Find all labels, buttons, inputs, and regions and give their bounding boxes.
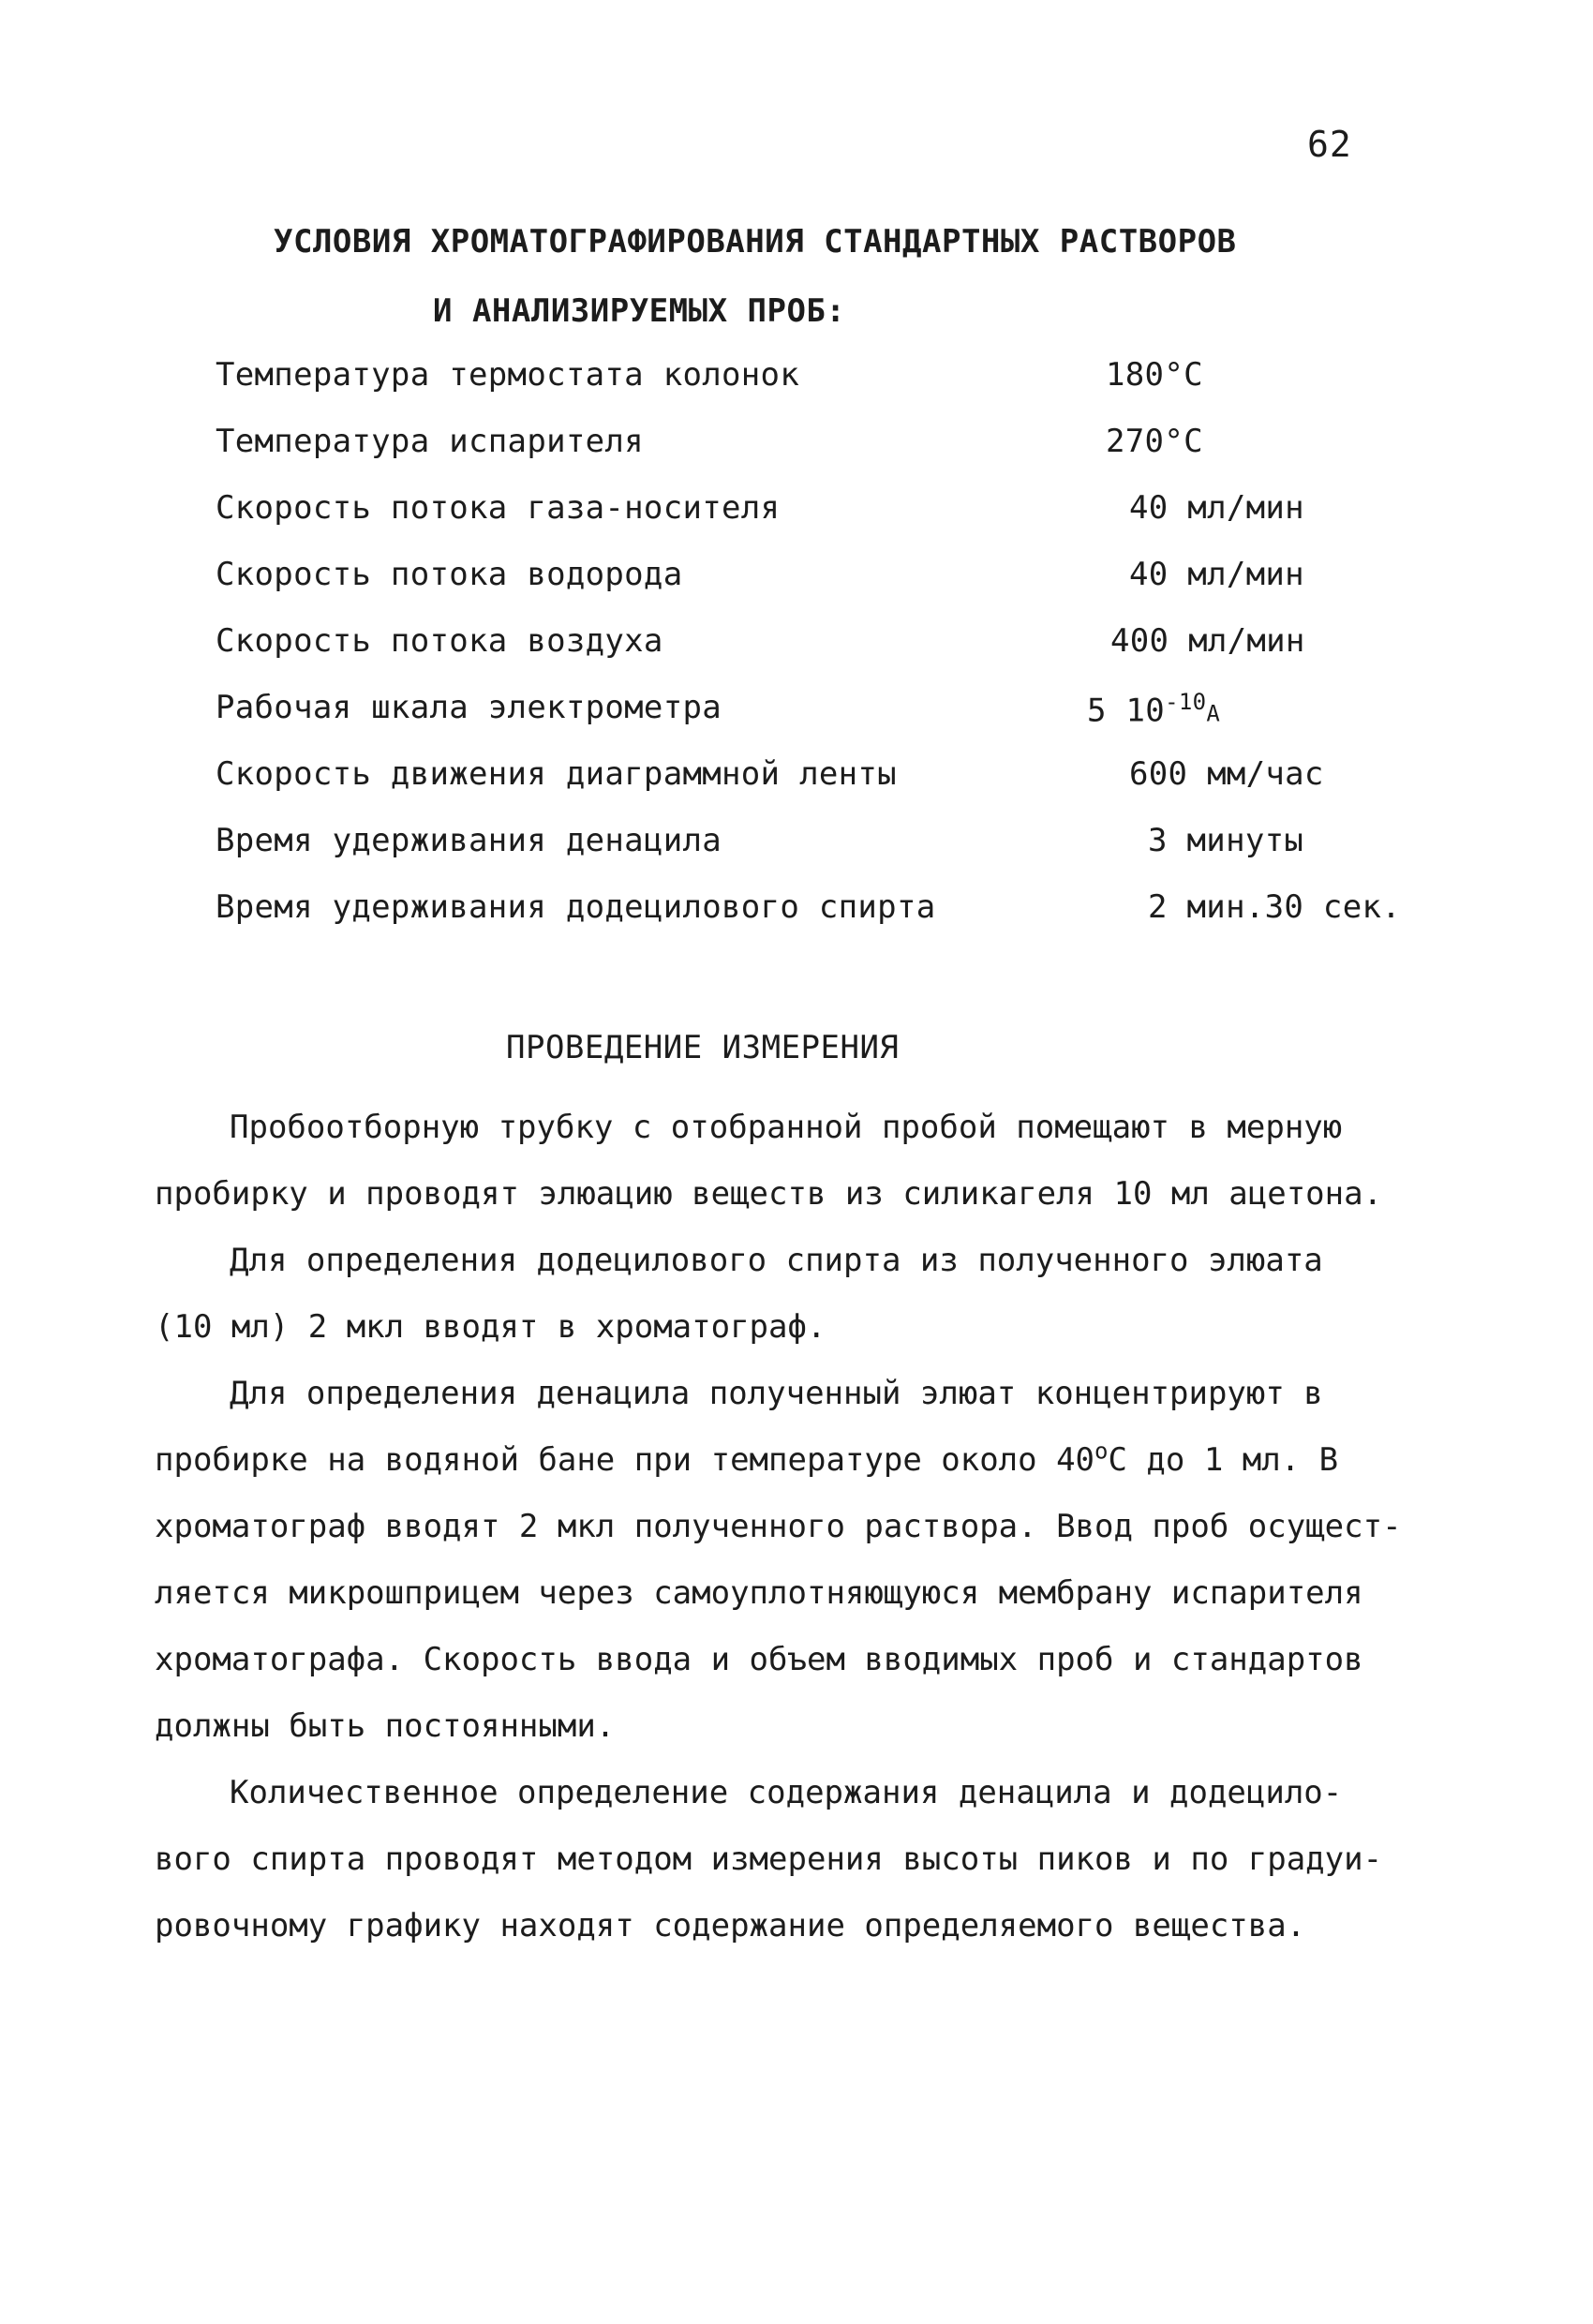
condition-row: [216, 356, 1434, 423]
condition-row: [216, 556, 1434, 622]
condition-label: Скорость потока газа-носителя: [216, 489, 781, 527]
condition-row: [216, 822, 1434, 888]
value-unit: °C: [1164, 356, 1203, 394]
title-line-1: УСЛОВИЯ ХРОМАТОГРАФИРОВАНИЯ СТАНДАРТНЫХ РАСТВОРОВ: [274, 223, 1237, 261]
condition-row: [216, 755, 1434, 822]
condition-label: Скорость потока водорода: [216, 556, 683, 593]
body-text: [155, 1095, 1485, 1959]
paragraph-line: Пробоотборную трубку с отобранной пробой помещают в мерную: [230, 1109, 1343, 1146]
paragraph-line: Для определения додецилового спирта из полученного элюата: [230, 1242, 1323, 1279]
paragraph-line: Количественное определение содержания денацила и додецило-: [230, 1774, 1343, 1811]
condition-value: 40 мл/мин: [1129, 556, 1304, 593]
condition-value: 40 мл/мин: [1129, 489, 1304, 527]
paragraph-line: [155, 1427, 1485, 1494]
paragraph-line: должны быть постоянными.: [155, 1707, 616, 1745]
paragraph-line: ляется микрошприцем через самоуплотняющуюся мембрану испарителя: [155, 1574, 1363, 1612]
value-exponent: -10: [1165, 689, 1207, 715]
paragraph-line: хроматографа. Скорость ввода и объем вводимых проб и стандартов: [155, 1641, 1363, 1678]
value-unit: А: [1206, 700, 1221, 727]
paragraph-line: (10 мл) 2 мкл вводят в хроматограф.: [155, 1308, 826, 1346]
condition-label: Температура термостата колонок: [216, 356, 800, 394]
condition-value: 600 мм/час: [1129, 755, 1324, 793]
page-number: 62: [1307, 124, 1352, 165]
condition-value: [1087, 689, 1220, 729]
value-number: 5 10: [1087, 692, 1166, 730]
value-number: 270: [1106, 423, 1165, 460]
condition-value: 3 минуты: [1148, 822, 1304, 859]
paragraph-line: хроматограф вводят 2 мкл полученного раствора. Ввод проб осущест-: [155, 1508, 1402, 1545]
condition-row: [216, 489, 1434, 556]
degree-mark: о: [1094, 1438, 1109, 1465]
paragraph-line: Для определения денацила полученный элюат концентрируют в: [230, 1375, 1323, 1412]
condition-row: [216, 888, 1434, 955]
conditions-list: [216, 356, 1434, 955]
condition-label: Температура испарителя: [216, 423, 644, 460]
condition-value: 400 мл/мин: [1110, 622, 1305, 660]
condition-label: Скорость движения диаграммной ленты: [216, 755, 897, 793]
paragraph-line: пробирку и проводят элюацию веществ из силикагеля 10 мл ацетона.: [155, 1175, 1383, 1213]
paragraph-text: пробирке на водяной бане при температуре около 40: [155, 1441, 1095, 1479]
condition-row: [216, 423, 1434, 489]
value-unit: °C: [1164, 423, 1203, 460]
condition-row: [216, 622, 1434, 689]
condition-label: Рабочая шкала электрометра: [216, 689, 722, 726]
value-number: 180: [1106, 356, 1165, 394]
title-line-2: И АНАЛИЗИРУЕМЫХ ПРОБ:: [433, 292, 846, 330]
section-heading: ПРОВЕДЕНИЕ ИЗМЕРЕНИЯ: [506, 1029, 900, 1066]
condition-label: Скорость потока воздуха: [216, 622, 663, 660]
condition-row: [216, 689, 1434, 755]
condition-label: Время удерживания додецилового спирта: [216, 888, 936, 926]
condition-value: [1106, 423, 1203, 460]
condition-value: 2 мин.30 сек.: [1148, 888, 1402, 926]
paragraph-line: ровочному графику находят содержание определяемого вещества.: [155, 1907, 1306, 1944]
condition-label: Время удерживания денацила: [216, 822, 722, 859]
paragraph-line: вого спирта проводят методом измерения высоты пиков и по градуи-: [155, 1840, 1383, 1878]
paragraph-text: С до 1 мл. В: [1108, 1441, 1339, 1479]
condition-value: [1106, 356, 1203, 394]
